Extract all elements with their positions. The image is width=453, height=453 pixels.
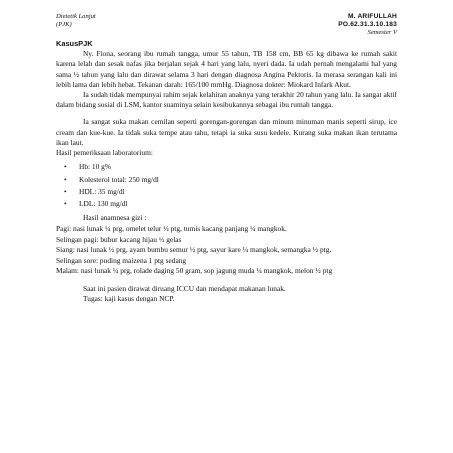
lab-result-item: • Hb: 10 g% [64,162,112,172]
case-paragraph-3: Ia sangat suka makan cemilan seperti gorengan-gorengan dan minum minuman manis seperti sirup, ice cream dan kue-kue. Ia tidak suka tempe atau tahu, tetapi ia suka susu kedele. Kurang suka makan ikan terutama ikan laut. [56,117,397,147]
meal-selingan-sore: Selingan sore: puding maizena 1 ptg sedang [56,255,187,265]
case-title: KasusPJK [56,39,93,48]
case-paragraph-2: Ia sudah tidak mempunyai rahim sejak kelahiran anaknya yang terakhir 20 tahun yang lalu. Ia sangat aktif dalam bidang sosial di LSM, kantor suaminya selain kesibukannya sebagai ibu rumah tangga. [56,90,397,110]
meal-siang: Siang: nasi lunak ½ prg, ayam bumbu semur ½ ptg, sayur kare ¼ mangkok, semangka ½ ptg. [56,245,332,255]
lab-result-item: • HDL: 35 mg/dl [64,186,125,196]
student-name: M. ARIFULLAH [347,13,397,20]
lab-result-item: • LDL: 130 mg/dl [64,199,128,209]
student-id: PO.62.31.3.10.183 [338,21,397,28]
closing-note: Saat ini pasien dirawat diruang ICCU dan mendapat makanan lunak. [83,283,286,293]
course-name: Dietetik Lanjut [56,13,96,20]
student-info [338,13,397,37]
task-note: Tugas: kaji kasus dengan NCP. [83,294,175,304]
meal-pagi: Pagi: nasi lunak ¼ prg, omelet telur ½ ptg, tumis kacang panjang ¼ mangkok. [56,224,287,234]
meal-selingan-pagi: Selingan pagi: bubur kacang hijau ½ gelas [56,234,182,244]
case-paragraph-1: Ny. Fiona, seorang ibu rumah tangga, umur 55 tahun, TB 158 cm, BB 65 kg dibawa ke rumah sakit karena lelah dan sesak nafas jika berjalan sejak 4 hari yang lalu, nyeri dada. Ia udah pernah mengalami hal yang sama ½ tahun yang lalu dan dirawat selama 3 hari dengan diagnosa Angina Pektoris. Ia merasa serangan kali ini lebih lama dan lebih hebat. Tekanan darah: 165/100 mmHg. Diagnosa dokter: Miokard Infark Akut. [56,49,397,89]
diet-history [56,213,397,277]
semester-label: Semester V [367,29,397,36]
course-label [56,13,96,29]
anamnesa-heading: Hasil anamnesa gizi : [83,213,147,223]
lab-result-item: • Kolesterol total: 250 mg/dl [64,174,159,184]
lab-results-list [56,161,397,210]
course-code: (PJK) [56,21,72,28]
meal-malam: Malam: nasi lunak ¼ prg, rolade daging 50 gram, sop jagung muda ¼ mangkok, melon ½ ptg [56,266,333,276]
page-header [56,13,397,39]
lab-heading: Hasil pemeriksaan laboratorium: [56,148,153,158]
